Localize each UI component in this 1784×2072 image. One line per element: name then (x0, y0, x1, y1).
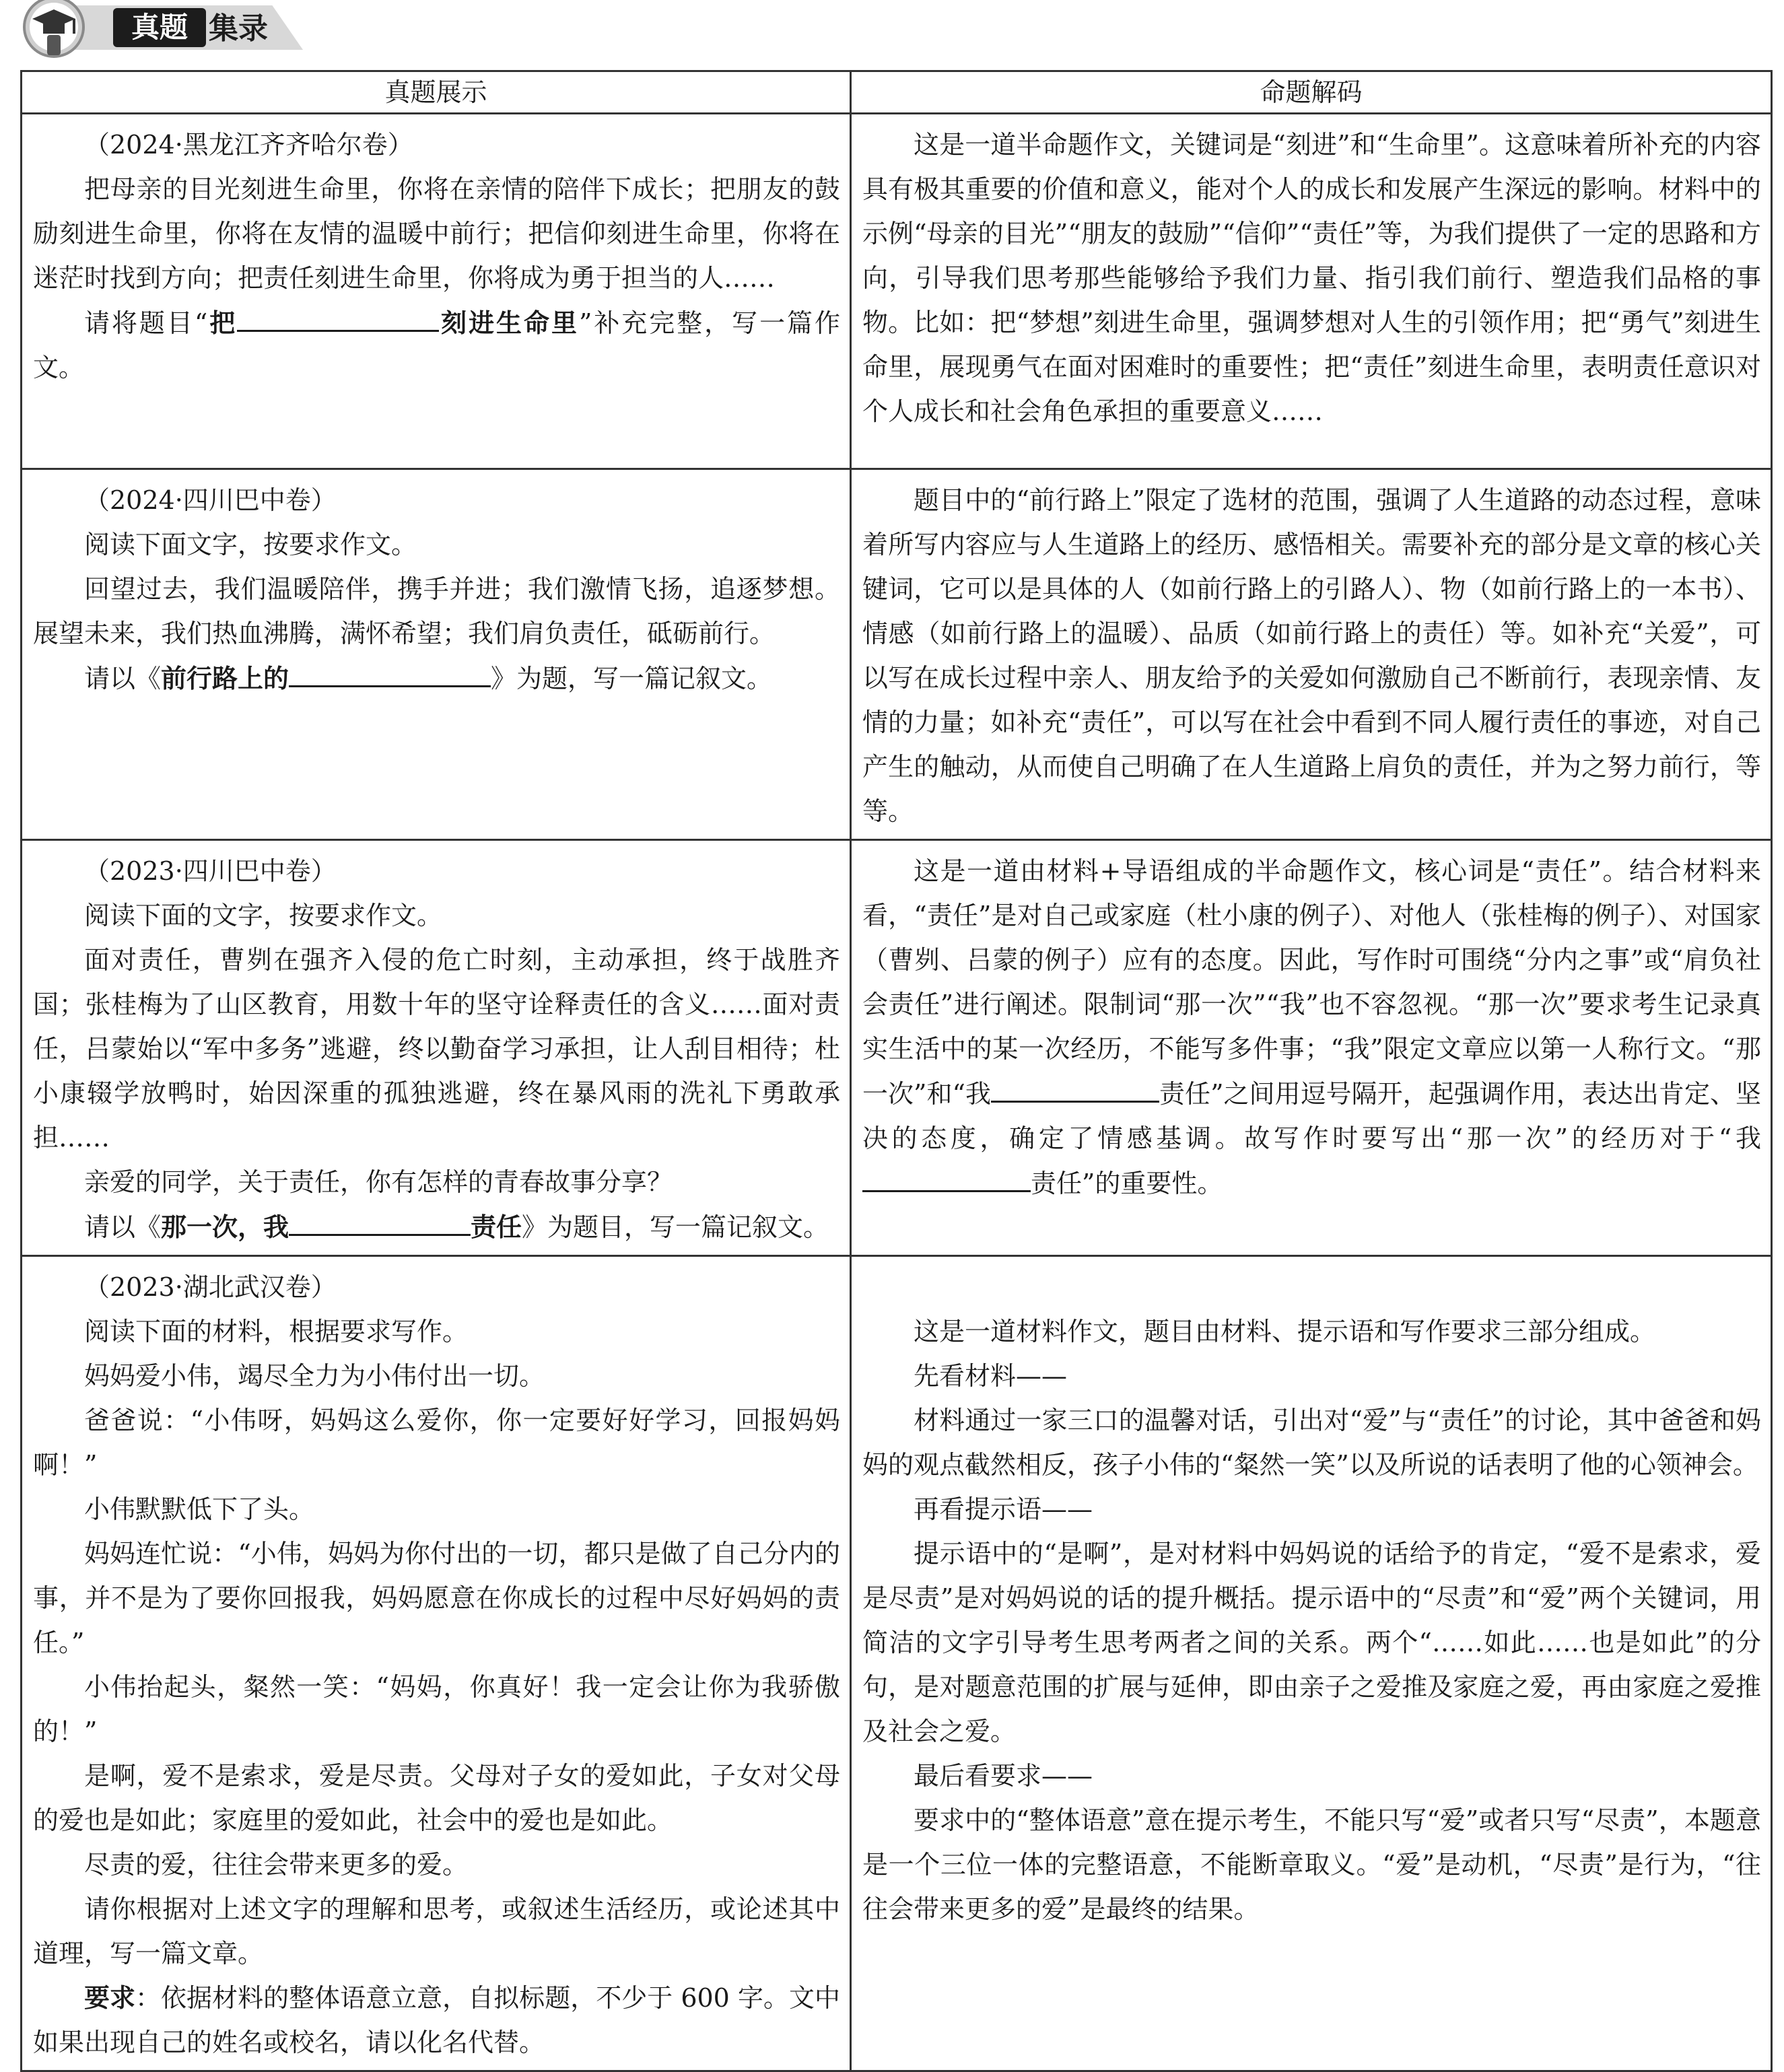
title-part: 前行路上的 (161, 664, 289, 693)
title-blank (289, 656, 491, 687)
analysis-heading: 最后看要求—— (914, 1761, 1093, 1791)
question-paragraph: 爸爸说：“小伟呀，妈妈这么爱你，你一定要好好学习，回报妈妈啊！” (33, 1406, 840, 1480)
title-part: 那一次，我 (161, 1212, 289, 1242)
question-cell (22, 469, 851, 840)
analysis-cell (851, 1256, 1772, 2071)
table-row (22, 1256, 1772, 2071)
title-part: 责任 (471, 1212, 522, 1242)
analysis-blank (991, 1071, 1159, 1103)
question-source: （2023·四川巴中卷） (84, 856, 337, 886)
question-paragraph: 小伟抬起头，粲然一笑：“妈妈，你真好！我一定会让你为我骄傲的！” (33, 1672, 840, 1746)
question-cell (22, 1256, 851, 2071)
question-paragraph: 妈妈连忙说：“小伟，妈妈为你付出的一切，都只是做了自己分内的事，并不是为了要你回报我，妈妈愿意在你成长的过程中尽好妈妈的责任。” (33, 1539, 840, 1657)
column-header-questions: 真题展示 (22, 71, 851, 114)
question-paragraph: 小伟默默低下了头。 (84, 1494, 315, 1524)
question-question: 亲爱的同学，关于责任，你有怎样的青春故事分享？ (84, 1167, 673, 1197)
analysis-paragraph: 要求中的“整体语意”意在提示考生，不能只写“爱”或者只写“尽责”，本题意是一个三位一体的完整语意，不能断章取义。“爱”是动机，“尽责”是行为，“往往会带来更多的爱”是最终的结果。 (862, 1805, 1761, 1924)
question-prompt: 请以《那一次，我 责任》为题目，写一篇记叙文。 (33, 1204, 840, 1249)
table-row (22, 469, 1772, 840)
analysis-paragraph: 材料通过一家三口的温馨对话，引出对“爱”与“责任”的讨论，其中爸爸和妈妈的观点截然相反，孩子小伟的“粲然一笑”以及所说的话表明了他的心领神会。 (862, 1406, 1761, 1480)
section-banner (0, 0, 1784, 65)
question-instruction: 阅读下面的材料，根据要求写作。 (84, 1317, 469, 1346)
question-cell (22, 840, 851, 1256)
analysis-text: 这是一道由材料+导语组成的半命题作文，核心词是“责任”。结合材料来看，“责任”是对自己或家庭（杜小康的例子）、对他人（张桂梅的例子）、对国家（曹刿、吕蒙的例子）应有的态度。因此，写作时可围绕“分内之事”或“肩负社会责任”进行阐述。限制词“那一次”“我”也不容忽视。“那一次”要求考生记录真实生活中的某一次经历，不能写多件事；“我”限定文章应以第一人称行文。“那一次”和“我 责任”之间用逗号隔开，起强调作用，表达出肯定、坚决的态度，确定了情感基调。故写作时要写出“那一次”的经历对于“我责任”的重要性。 (862, 856, 1761, 1198)
question-instruction: 阅读下面文字，按要求作文。 (84, 530, 417, 559)
question-source: （2024·黑龙江齐齐哈尔卷） (84, 130, 413, 160)
analysis-paragraph: 提示语中的“是啊”，是对材料中妈妈说的话给予的肯定，“爱不是索求，爱是尽责”是对妈妈说的话的提升概括。提示语中的“尽责”和“爱”两个关键词，用简洁的文字引导考生思考两者之间的关系。两个“……如此……也是如此”的分句，是对题意范围的扩展与延伸，即由亲子之爱推及家庭之爱，再由家庭之爱推及社会之爱。 (862, 1539, 1761, 1746)
question-paragraph: 是啊，爱不是索求，爱是尽责。父母对子女的爱如此，子女对父母的爱也是如此；家庭里的爱如此，社会中的爱也是如此。 (33, 1761, 840, 1835)
analysis-text: 这是一道半命题作文，关键词是“刻进”和“生命里”。这意味着所补充的内容具有极其重要的价值和意义，能对个人的成长和发展产生深远的影响。材料中的示例“母亲的目光”“朋友的鼓励”“信仰”“责任”等，为我们提供了一定的思路和方向，引导我们思考那些能够给予我们力量、指引我们前行、塑造我们品格的事物。比如：把“梦想”刻进生命里，强调梦想对人生的引领作用；把“勇气”刻进生命里，展现勇气在面对困难时的重要性；把“责任”刻进生命里，表明责任意识对个人成长和社会角色承担的重要意义…… (862, 130, 1761, 426)
question-paragraph: 妈妈爱小伟，竭尽全力为小伟付出一切。 (84, 1361, 545, 1391)
analysis-cell (851, 840, 1772, 1256)
analysis-cell (851, 114, 1772, 469)
analysis-blank (862, 1161, 1031, 1192)
analysis-text: 题目中的“前行路上”限定了选材的范围，强调了人生道路的动态过程，意味着所写内容应与人生道路上的经历、感悟相关。需要补充的部分是文章的核心关键词，它可以是具体的人（如前行路上的引路人）、物（如前行路上的一本书）、情感（如前行路上的温暖）、品质（如前行路上的责任）等。如补充“关爱”，可以写在成长过程中亲人、朋友给予的关爱如何激励自己不断前行，表现亲情、友情的力量；如补充“责任”，可以写在社会中看到不同人履行责任的事迹，对自己产生的触动，从而使自己明确了在人生道路上肩负的责任，并为之努力前行，等等。 (862, 485, 1761, 826)
question-paragraph: 请你根据对上述文字的理解和思考，或叙述生活经历，或论述其中道理，写一篇文章。 (33, 1894, 840, 1968)
section-badge: 真题 (113, 8, 206, 47)
analysis-heading: 再看提示语—— (914, 1494, 1093, 1524)
table-header-row (22, 71, 1772, 114)
question-material: 把母亲的目光刻进生命里，你将在亲情的陪伴下成长；把朋友的鼓励刻进生命里，你将在友情的温暖中前行；把信仰刻进生命里，你将在迷茫时找到方向；把责任刻进生命里，你将成为勇于担当的人…… (33, 174, 840, 293)
question-paragraph: 尽责的爱，往往会带来更多的爱。 (84, 1850, 469, 1879)
table-row (22, 840, 1772, 1256)
title-blank (289, 1204, 471, 1236)
column-header-analysis: 命题解码 (851, 71, 1772, 114)
title-part: 把 (207, 308, 238, 338)
question-instruction: 阅读下面的文字，按要求作文。 (84, 901, 443, 930)
analysis-heading: 先看材料—— (914, 1361, 1068, 1391)
question-material: 面对责任，曹刿在强齐入侵的危亡时刻，主动承担，终于战胜齐国；张桂梅为了山区教育，用数十年的坚守诠释责任的含义……面对责任，吕蒙始以“军中多务”逃避，终以勤奋学习承担，让人刮目相待；杜小康辍学放鸭时，始因深重的孤独逃避，终在暴风雨的洗礼下勇敢承担…… (33, 945, 840, 1152)
title-part: 刻进生命里 (439, 308, 579, 338)
graduation-cap-icon (9, 0, 94, 61)
section-label: 集录 (209, 11, 268, 46)
question-prompt: 请将题目“把 刻进生命里”补充完整，写一篇作文。 (33, 300, 840, 390)
title-blank (237, 300, 439, 332)
question-prompt: 请以《前行路上的 》为题，写一篇记叙文。 (33, 656, 840, 701)
question-requirement: 要求：依据材料的整体语意立意，自拟标题，不少于 600 字。文中如果出现自己的姓名或校名，请以化名代替。 (33, 1983, 840, 2057)
analysis-paragraph: 这是一道材料作文，题目由材料、提示语和写作要求三部分组成。 (914, 1317, 1656, 1346)
question-material: 回望过去，我们温暖陪伴，携手并进；我们激情飞扬，追逐梦想。展望未来，我们热血沸腾，满怀希望；我们肩负责任，砥砺前行。 (33, 574, 840, 648)
question-cell (22, 114, 851, 469)
question-source: （2024·四川巴中卷） (84, 485, 337, 515)
question-source: （2023·湖北武汉卷） (84, 1272, 337, 1302)
table-row (22, 114, 1772, 469)
analysis-cell (851, 469, 1772, 840)
exam-table (20, 70, 1773, 2072)
